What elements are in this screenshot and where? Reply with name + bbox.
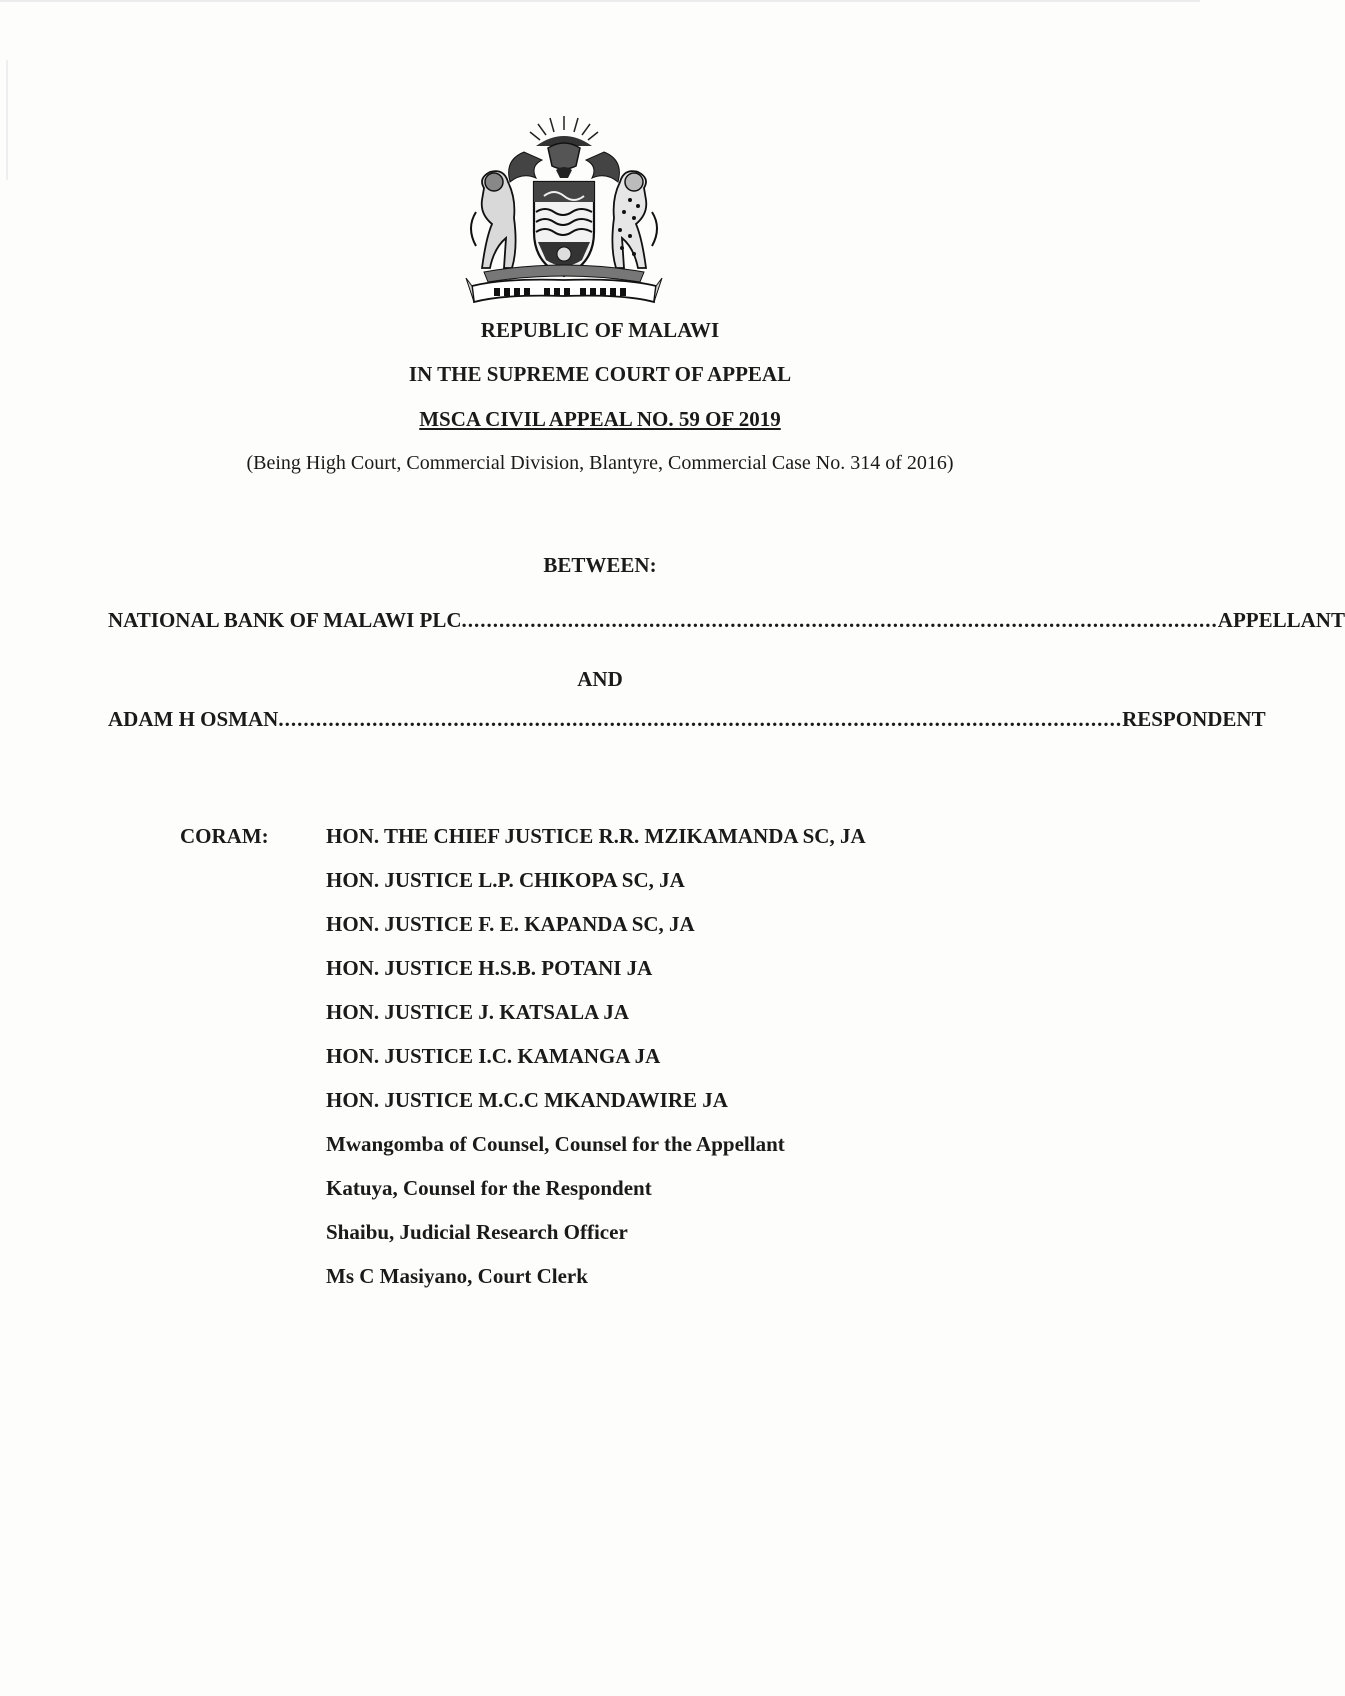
counsel-respondent: Katuya, Counsel for the Respondent [326,1176,652,1200]
coat-of-arms-icon [464,108,664,308]
appellant-row [108,608,1345,633]
coram-member: HON. JUSTICE H.S.B. POTANI JA [326,956,653,980]
coram-member: HON. JUSTICE L.P. CHIKOPA SC, JA [326,868,685,892]
header-republic: REPUBLIC OF MALAWI [480,318,720,342]
research-officer: Shaibu, Judicial Research Officer [326,1220,628,1244]
leader-dots: ......................................................................................................................... [461,608,1218,632]
scan-mark [6,60,8,180]
header-subtitle: (Being High Court, Commercial Division, Blantyre, Commercial Case No. 314 of 2016) [246,452,954,474]
coram-label: CORAM: [180,824,269,848]
header-case-number: MSCA CIVIL APPEAL NO. 59 OF 2019 [419,407,781,431]
counsel-appellant: Mwangomba of Counsel, Counsel for the Appellant [326,1132,785,1156]
coram-member: HON. JUSTICE F. E. KAPANDA SC, JA [326,912,695,936]
respondent-role: RESPONDENT [1122,707,1266,731]
and-label: AND [577,667,623,691]
coram-member: HON. THE CHIEF JUSTICE R.R. MZIKAMANDA SC, JA [326,824,866,848]
appellant-name: NATIONAL BANK OF MALAWI PLC [108,608,462,632]
appellant-role: APPELLANT [1217,608,1345,632]
leader-dots: ....................................................................................................................................... [278,707,1123,731]
between-label: BETWEEN: [543,553,657,577]
coram-member: HON. JUSTICE I.C. KAMANGA JA [326,1044,661,1068]
coram-list [326,824,866,1308]
scan-edge [0,0,1200,2]
coram-member: HON. JUSTICE J. KATSALA JA [326,1000,630,1024]
coram-member: HON. JUSTICE M.C.C MKANDAWIRE JA [326,1088,728,1112]
respondent-name: ADAM H OSMAN [108,707,279,731]
header-court: IN THE SUPREME COURT OF APPEAL [408,362,792,386]
court-clerk: Ms C Masiyano, Court Clerk [326,1264,588,1288]
respondent-row [108,707,1266,732]
